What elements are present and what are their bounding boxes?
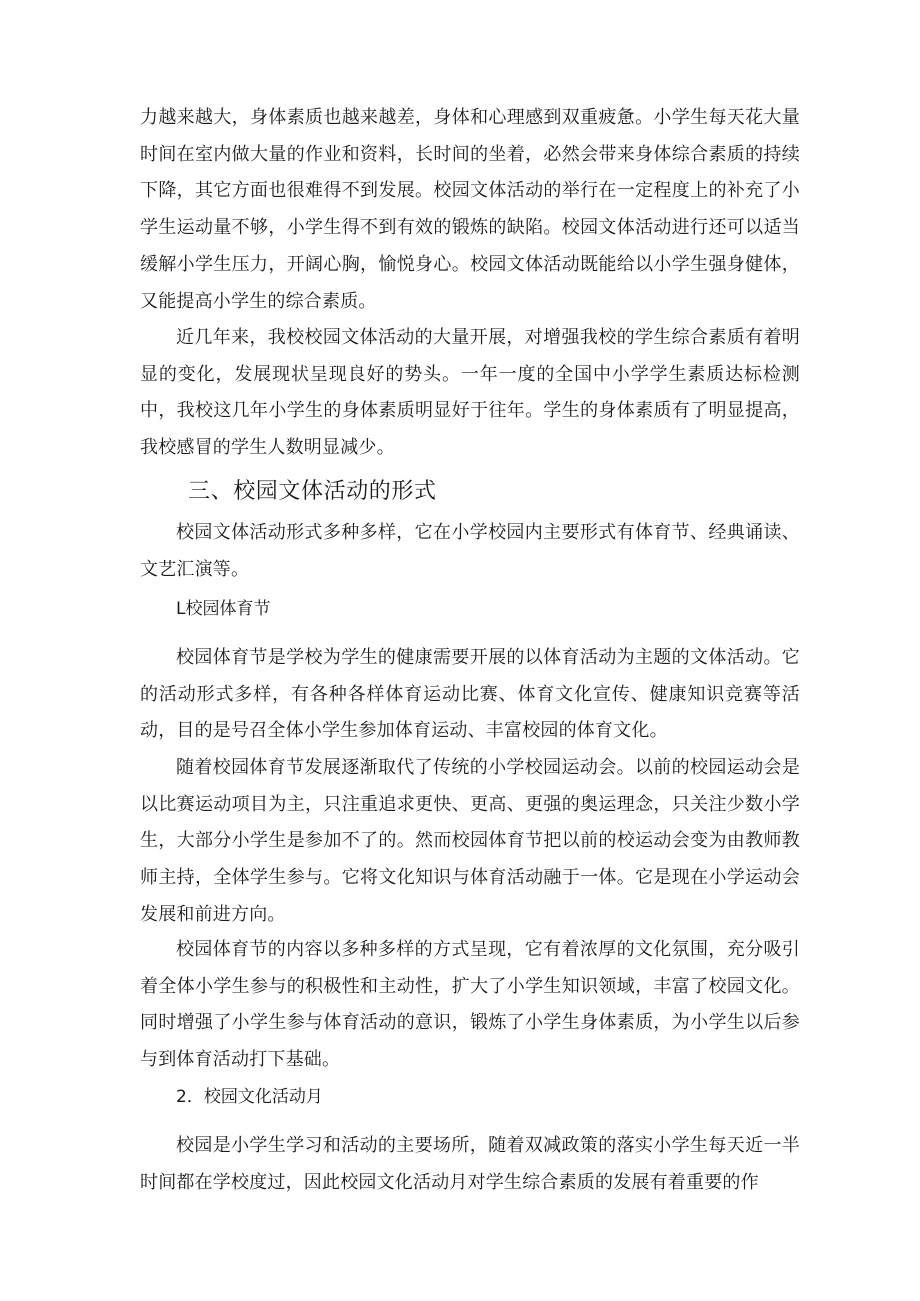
paragraph-culture-month: 校园是小学生学习和活动的主要场所，随着双减政策的落实小学生每天近一半时间都在学校度过，因此校园文化活动月对学生综合素质的发展有着重要的作 bbox=[140, 1135, 800, 1193]
paragraph-sports-festival-definition: 校园体育节是学校为学生的健康需要开展的以体育活动为主题的文体活动。它的活动形式多样，有各种各样体育运动比赛、体育文化宣传、健康知识竞赛等活动，目的是号召全体小学生参加体育运动、丰富校园的体育文化。 bbox=[140, 647, 800, 742]
paragraph-sports-festival-content: 校园体育节的内容以多种多样的方式呈现，它有着浓厚的文化氛围，充分吸引着全体小学生参与的积极性和主动性，扩大了小学生知识领域，丰富了校园文化。同时增强了小学生参与体育活动的意识，锻炼了小学生身体素质，为小学生以后参与到体育活动打下基础。 bbox=[140, 939, 800, 1071]
subheading-culture-month: 2．校园文化活动月 bbox=[176, 1087, 323, 1107]
section-heading-forms: 三、校园文体活动的形式 bbox=[188, 479, 437, 504]
paragraph-forms-intro: 校园文体活动形式多种多样，它在小学校园内主要形式有体育节、经典诵读、文艺汇演等。 bbox=[140, 522, 800, 580]
paragraph-body-continued: 力越来越大，身体素质也越来越差，身体和心理感到双重疲惫。小学生每天花大量时间在室内做大量的作业和资料，长时间的坐着，必然会带来身体综合素质的持续下降，其它方面也很难得不到发展。校园文体活动的举行在一定程度上的补充了小学生运动量不够，小学生得不到有效的锻炼的缺陷。校园文体活动进行还可以适当缓解小学生压力，开阔心胸，愉悦身心。校园文体活动既能给以小学生强身健体，又能提高小学生的综合素质。 bbox=[140, 107, 800, 312]
paragraph-recent-years: 近几年来，我校校园文体活动的大量开展，对增强我校的学生综合素质有着明显的变化，发展现状呈现良好的势头。一年一度的全国中小学学生素质达标检测中，我校这几年小学生的身体素质明显好于往年。学生的身体素质有了明显提高，我校感冒的学生人数明显减少。 bbox=[140, 327, 800, 459]
paragraph-sports-festival-history: 随着校园体育节发展逐渐取代了传统的小学校园运动会。以前的校园运动会是以比赛运动项目为主，只注重追求更快、更高、更强的奥运理念，只关注少数小学生，大部分小学生是参加不了的。然而校园体育节把以前的校运动会变为由教师教师主持，全体学生参与。它将文化知识与体育活动融于一体。它是现在小学运动会发展和前进方向。 bbox=[140, 757, 800, 925]
subheading-sports-festival: L校园体育节 bbox=[176, 599, 271, 619]
